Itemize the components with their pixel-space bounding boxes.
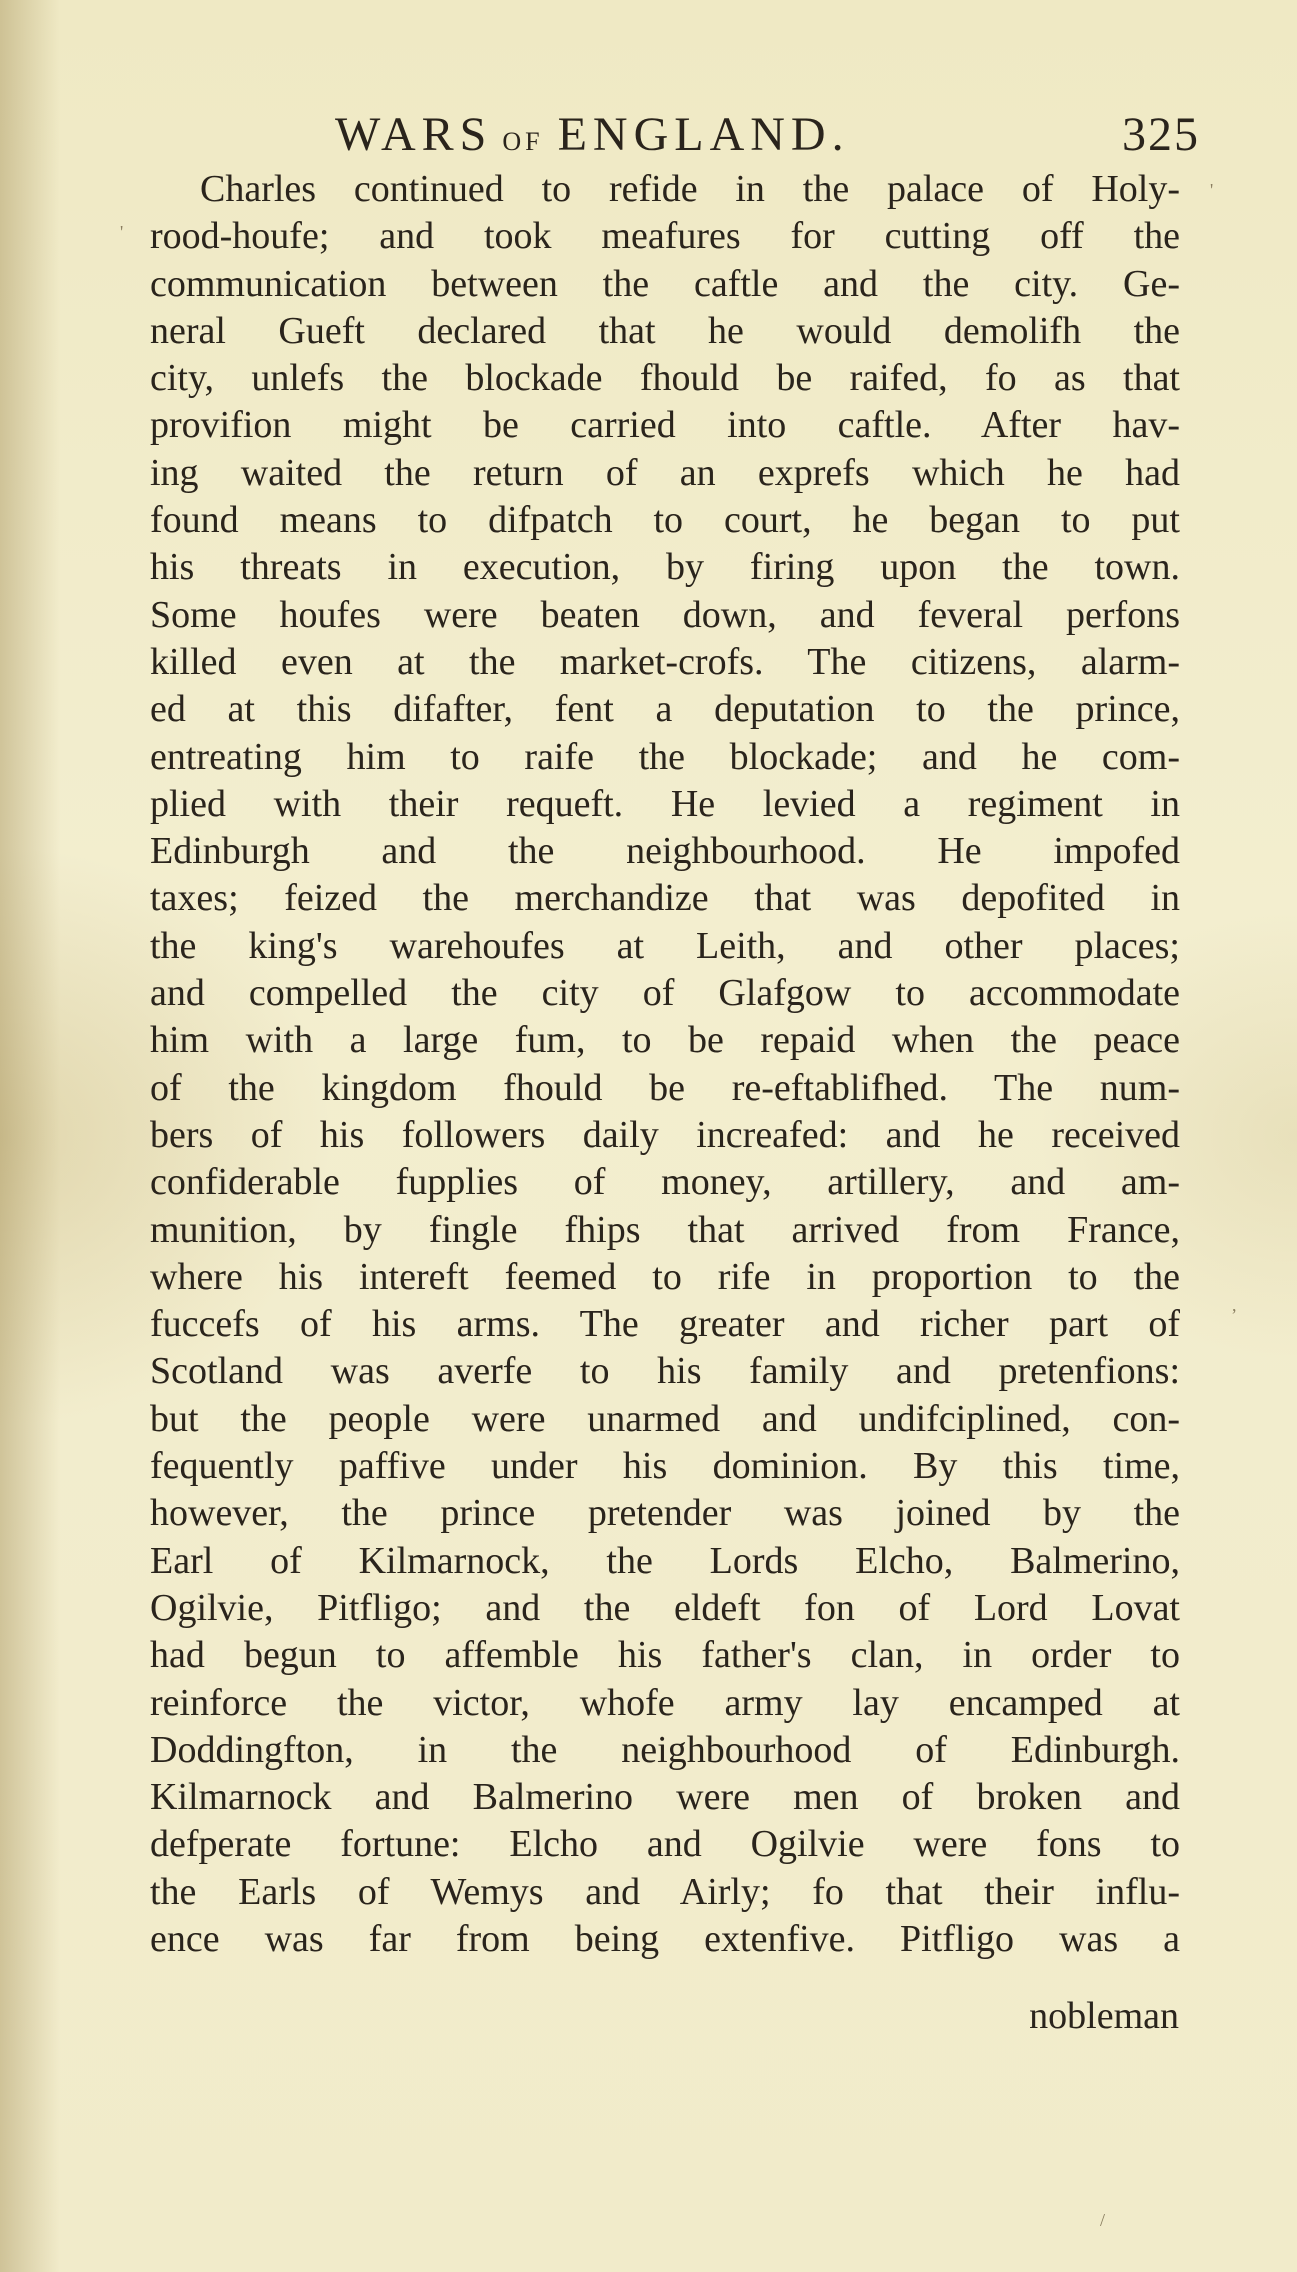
text-line: reinforce the victor, whofe army lay encamped at (150, 1681, 1180, 1724)
running-title-wars: WARS (335, 108, 493, 161)
text-line: neral Gueft declared that he would demolifh the (150, 309, 1180, 352)
text-line: taxes; feized the merchandize that was depofited in (150, 877, 1180, 920)
text-line: Charles continued to refide in the palace of Holy- (200, 168, 1180, 210)
text-line: bers of his followers daily increafed: and he received (150, 1113, 1180, 1156)
paper-speck: , (1232, 1295, 1237, 1315)
text-line: Earl of Kilmarnock, the Lords Elcho, Balmerino, (150, 1539, 1180, 1582)
text-line: Ogilvie, Pitfligo; and the eldeft fon of Lord Lovat (150, 1586, 1180, 1629)
paper-speck: ' (120, 222, 124, 242)
text-line: munition, by fingle fhips that arrived from France, (150, 1208, 1180, 1251)
text-line: city, unlefs the blockade fhould be raifed, fo as that (150, 357, 1180, 400)
text-line: but the people were unarmed and undifciplined, con- (150, 1397, 1180, 1440)
text-line: Kilmarnock and Balmerino were men of broken and (150, 1776, 1180, 1819)
text-line: where his intereft feemed to rife in proportion to the (150, 1255, 1180, 1298)
text-line: his threats in execution, by firing upon the town. (150, 546, 1180, 589)
text-line: and compelled the city of Glafgow to accommodate (150, 972, 1180, 1015)
text-line: communication between the caftle and the city. Ge- (150, 262, 1180, 305)
running-title-of: OF (502, 127, 544, 156)
text-line: provifion might be carried into caftle. After hav- (150, 404, 1180, 447)
text-line: confiderable fupplies of money, artillery, and am- (150, 1161, 1180, 1204)
paper-speck: ' (1210, 180, 1214, 200)
catchword: nobleman (1029, 1995, 1179, 2037)
text-line: found means to difpatch to court, he began to put (150, 499, 1180, 542)
text-line: Doddingfton, in the neighbourhood of Edinburgh. (150, 1728, 1180, 1771)
text-line: him with a large fum, to be repaid when the peace (150, 1019, 1180, 1062)
gutter-shadow (0, 0, 60, 2272)
text-line: of the kingdom fhould be re-eftablifhed. The num- (150, 1066, 1180, 1109)
text-line: Scotland was averfe to his family and pretenfions: (150, 1350, 1180, 1393)
text-line: ence was far from being extenfive. Pitfligo was a (150, 1917, 1180, 1960)
text-line: killed even at the market-crofs. The citizens, alarm- (150, 640, 1180, 683)
text-line: rood-houfe; and took meafures for cutting off the (150, 215, 1180, 258)
text-line: defperate fortune: Elcho and Ogilvie were fons to (150, 1823, 1180, 1866)
body-text (150, 166, 1180, 1963)
text-line: fequently paffive under his dominion. By this time, (150, 1445, 1180, 1488)
paper-speck: / (1100, 2210, 1106, 2230)
text-line: the king's warehoufes at Leith, and other places; (150, 924, 1180, 967)
running-title-england: ENGLAND. (557, 108, 850, 161)
text-line: entreating him to raife the blockade; and he com- (150, 735, 1180, 778)
text-line: the Earls of Wemys and Airly; fo that their influ- (150, 1870, 1180, 1913)
text-line: ing waited the return of an exprefs which he had (150, 451, 1180, 494)
text-line: plied with their requeft. He levied a regiment in (150, 782, 1180, 825)
text-line: fuccefs of his arms. The greater and richer part of (150, 1303, 1180, 1346)
text-line: however, the prince pretender was joined by the (150, 1492, 1180, 1535)
running-header (150, 100, 1200, 170)
text-line: had begun to affemble his father's clan, in order to (150, 1634, 1180, 1677)
text-line: ed at this difafter, fent a deputation to the prince, (150, 688, 1180, 731)
text-line: Some houfes were beaten down, and feveral perfons (150, 593, 1180, 636)
page-number: 325 (1122, 108, 1200, 161)
text-line: Edinburgh and the neighbourhood. He impofed (150, 830, 1180, 873)
